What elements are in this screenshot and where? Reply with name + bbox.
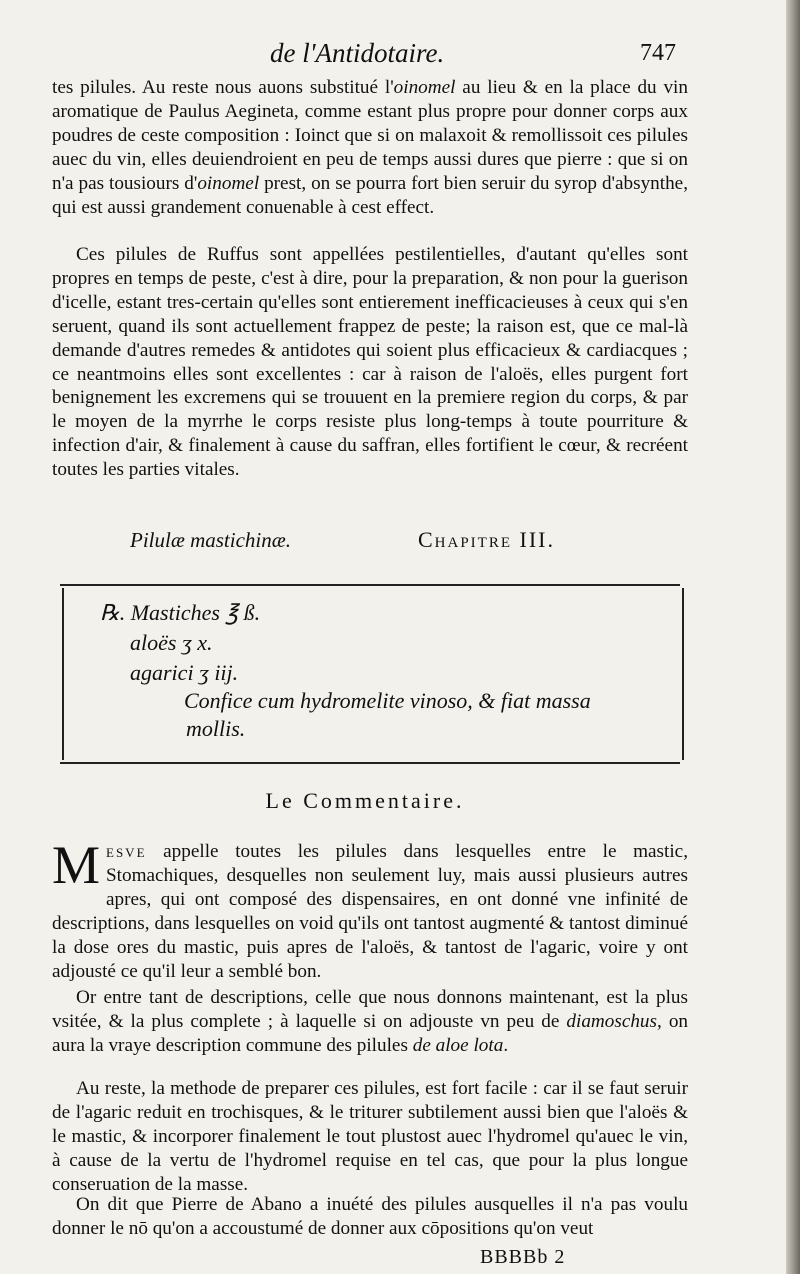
paragraph-pierre-de-abano: On dit que Pierre de Abano a inuété des pilules ausquelles il n'a pas voulu donner le nō qu'on a accoustumé de donner aux cōpositions qu'on veut [52, 1194, 688, 1239]
p1-oinomel-term: oinomel [393, 77, 456, 98]
paragraph-ruffus-pills: Ces pilules de Ruffus sont appellées pestilentielles, d'autant qu'elles sont propres en temps de peste, c'est à dire, pour la preparation, & non pour la guerison d'icelle, estant tres-certain qu'elles sont entierement inefficacieuses à ceux qui s'en seruent, quand ils sont actuellement frappez de peste; la raison est, que ce mal-là demande d'autres remedes & antidotes qui soient plus efficacieux & cardiacques ; ce neantmoins elles sont excellentes : car à raison de l'aloës, elles purgent fort benignement les excremens qui se trouuent en la premiere region du corps, & par le moyen de la myrrhe le corps resiste plus long-temps à toute pourriture & infection d'air, & finalement à cause du saffran, elles fortifient le cœur, & recréent toutes les parties vitales. [52, 244, 688, 481]
recipe-line-mollis: mollis. [186, 716, 246, 741]
p4-aloe-lota-term: de aloe lota [412, 1034, 504, 1056]
recipe-top-rule [60, 584, 680, 586]
p3-text: appelle toutes les pilules dans lesquelles entre le mastic, Stomachiques, desquelles non seulement luy, mais aussi plusieurs autres apres, qui ont composé des dispensaires, en ont donné vne infinité de descriptions, dans lesquelles on void qu'ils ont tantost augmenté & tantost diminué la dose ores du mastic, puis apres de l'aloës, & tantost de l'agaric, voire y ont adjousté ce qu'il leur a semblé bon. [52, 841, 688, 982]
page-number: 747 [640, 40, 676, 66]
recipe-line-agarici: agarici ʒ iij. [130, 660, 239, 685]
p4-text-b: , on aura la vraye description commune des pilules [52, 1010, 689, 1056]
running-title: de l'Antidotaire. [270, 38, 445, 68]
p1-oinomel-term-2: oinomel [197, 172, 260, 194]
paragraph-descriptions [52, 986, 688, 1058]
p4-text-a: Or entre tant de descriptions, celle que nous donnons maintenant, est la plus vsitée, & la plus complete ; à laquelle si on adjouste vn peu de [52, 987, 688, 1032]
chapter-latin-title: Pilulæ mastichinæ. [130, 528, 292, 552]
commentary-heading: Le Commentaire. [265, 788, 465, 813]
paragraph-pilules-continuation [52, 76, 688, 219]
p4-diamoschus-term: diamoschus [566, 1010, 657, 1032]
paragraph-mesue [52, 835, 688, 983]
p1-text-b: au lieu & en la place du vin aromatique de Paulus Aegineta, comme estant plus propre pour donner corps aux poudres de ceste composition : Ioinct que si on malaxoit & remollissoit ces pilules auec du vin, elles deuiendroient en peu de temps aussi dures que pierre : que si on n'a pas tousiours d' [52, 77, 688, 194]
recipe-bottom-rule [60, 762, 680, 764]
chapter-label: Chapitre III. [418, 527, 555, 552]
recipe-box [62, 588, 684, 760]
signature-mark: BBBBb 2 [480, 1246, 566, 1268]
chapter-heading [130, 528, 650, 558]
p4-text-c: . [503, 1034, 509, 1056]
recipe-line-confice: Confice cum hydromelite vinoso, & fiat massa [184, 688, 591, 713]
recipe-line-mastiches: ℞. Mastiches ℥ ß. [100, 600, 261, 625]
p1-text-c: prest, on se pourra fort bien seruir du syrop d'absynthe, qui est aussi grandement conuenable à cest effect. [52, 172, 688, 218]
drop-cap: M [52, 835, 101, 895]
page-edge-shadow [786, 0, 800, 1274]
recipe-line-aloes: aloës ʒ x. [130, 630, 213, 655]
paragraph-method: Au reste, la methode de preparer ces pilules, est fort facile : car il se faut seruir de l'agaric reduit en trochisques, & le triturer subtilement aussi bien que l'aloës & le mastic, & incorporer finalement le tout plustost auec l'hydromel qu'auec le vin, à cause de la vertu de l'hydromel requise en tel cas, que pour la plus longue conseruation de la masse. [52, 1078, 688, 1195]
p1-text-a: tes pilules. Au reste nous auons substitué l' [52, 77, 394, 98]
page-header [0, 38, 800, 78]
lead-word: esve [106, 841, 147, 862]
